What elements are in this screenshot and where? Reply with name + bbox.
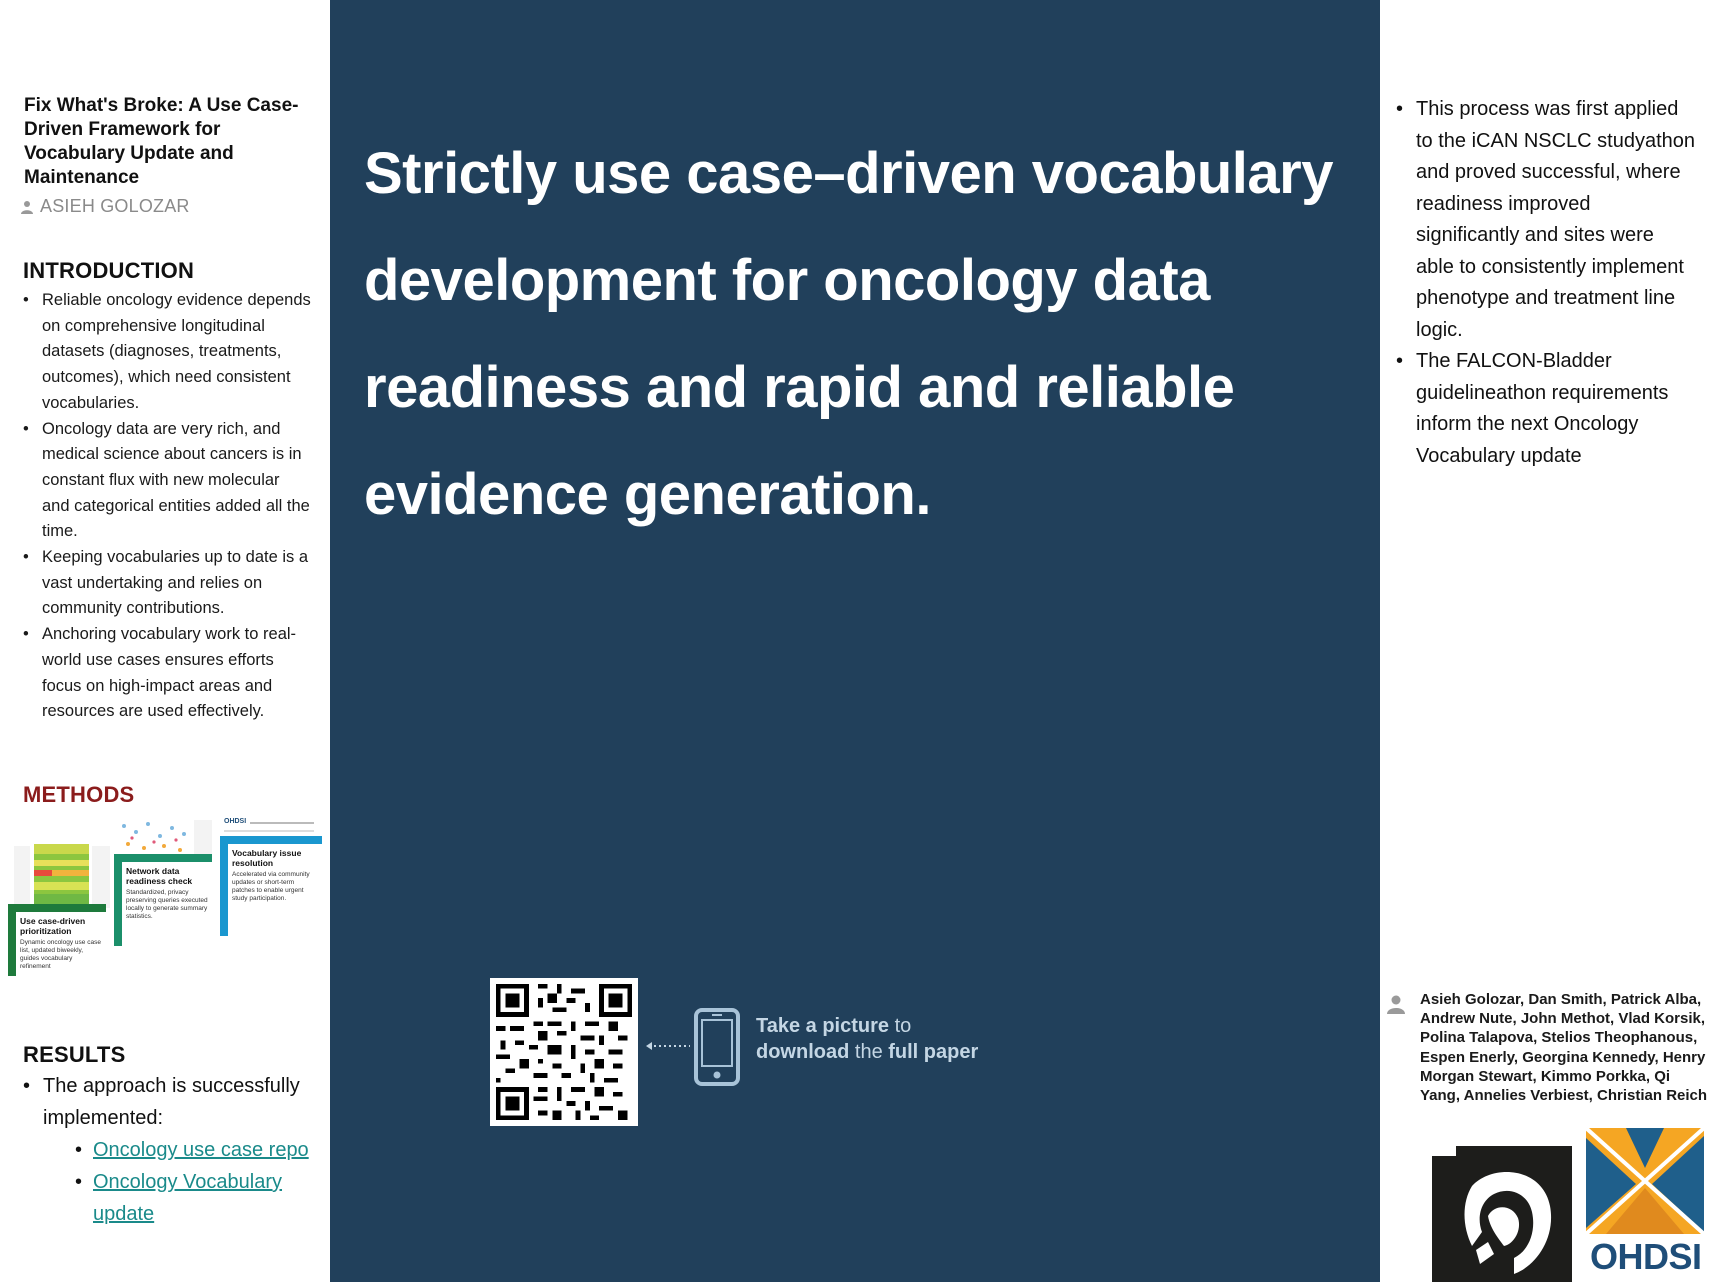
main-headline: Strictly use case–driven vocabulary development for oncology data readiness and rapid and reliable evidence generation. [364, 141, 1334, 527]
list-item [75, 1134, 313, 1166]
results-heading: RESULTS [23, 1042, 126, 1067]
list-item: • Anchoring vocabulary work to real-world use cases ensures efforts focus on high-impact areas and resources are used effectively. [23, 622, 311, 725]
center-panel [330, 0, 1380, 1282]
ohdsi-wordmark: OHDSI [1590, 1236, 1702, 1277]
right-column [1380, 0, 1710, 1282]
card-text: Standardized, privacy preserving queries executed locally to generate summary statistics. [126, 889, 208, 920]
issue-doc-thumbnail [220, 816, 320, 838]
ohdsi-mini-logo: OHDSI [224, 818, 247, 825]
left-column [0, 0, 330, 1282]
cta-the: the [849, 1041, 889, 1063]
download-instruction [756, 1013, 978, 1065]
cta-download: download [756, 1041, 850, 1063]
poster-title: Fix What's Broke: A Use Case-Driven Framework for Vocabulary Update and Maintenance [24, 95, 299, 188]
cta-to: to [889, 1015, 912, 1037]
presenting-author [20, 196, 190, 217]
cta-full-paper: full paper [888, 1041, 979, 1063]
person-icon [1386, 994, 1406, 1014]
results-text: The approach is successfully implemented: [43, 1075, 300, 1129]
smartphone-icon [694, 1008, 740, 1086]
cta-take-picture: Take a picture [756, 1015, 890, 1037]
institution-logo [1432, 1146, 1572, 1282]
list-item: • Keeping vocabularies up to date is a vast undertaking and relies on community contributions. [23, 545, 311, 622]
author-list: Asieh Golozar, Dan Smith, Patrick Alba, Andrew Nute, John Methot, Vlad Korsik, Polina Talapova, Stelios Theophanous, Espen Enerly, Georgina Kennedy, Henry Morgan Stewart, Kimmo Porkka, Qi Yang, Annelies Verbiest, Christian Reich [1420, 991, 1708, 1105]
link-oncology-vocabulary-update[interactable]: Oncology Vocabulary update [93, 1171, 283, 1225]
methods-heading: METHODS [23, 782, 135, 807]
card-label: Use case-driven prioritization [20, 916, 86, 936]
qr-code[interactable] [490, 978, 638, 1126]
list-item [75, 1166, 313, 1230]
results-links [75, 1134, 313, 1230]
heatmap-thumbnail [12, 842, 112, 912]
methods-card-readiness [114, 854, 212, 946]
card-label: Network data readiness check [126, 866, 193, 886]
person-icon [20, 200, 34, 214]
list-item: • The FALCON-Bladder guidelineathon requirements inform the next Oncology Vocabulary update [1396, 346, 1696, 472]
card-label: Vocabulary issue resolution [232, 848, 302, 868]
list-item [23, 1070, 313, 1230]
qr-code-image [496, 984, 632, 1120]
results-list [23, 1070, 313, 1230]
card-text: Dynamic oncology use case list, updated biweekly, guides vocabulary refinement [20, 939, 101, 970]
link-oncology-use-case-repo[interactable]: Oncology use case repo [93, 1139, 309, 1161]
list-item: • Oncology data are very rich, and medical science about cancers is in constant flux with new molecular and categorical entities added all the time. [23, 417, 311, 546]
introduction-list [23, 288, 311, 725]
methods-card-prioritization [8, 904, 106, 976]
conclusion-list [1396, 94, 1696, 472]
author-name: ASIEH GOLOZAR [40, 196, 190, 216]
list-item: • Reliable oncology evidence depends on comprehensive longitudinal datasets (diagnoses, treatments, outcomes), which need consistent vocabularies. [23, 288, 311, 417]
card-text: Accelerated via community updates or short-term patches to enable urgent study participation. [232, 871, 310, 902]
methods-card-resolution [220, 836, 322, 936]
methods-figure [8, 816, 324, 976]
list-item: • This process was first applied to the iCAN NSCLC studyathon and proved successful, where readiness improved significantly and sites were able to consistently implement phenotype and treatment line logic. [1396, 94, 1696, 346]
arrow-left-icon [644, 1040, 692, 1052]
introduction-heading: INTRODUCTION [23, 258, 195, 283]
